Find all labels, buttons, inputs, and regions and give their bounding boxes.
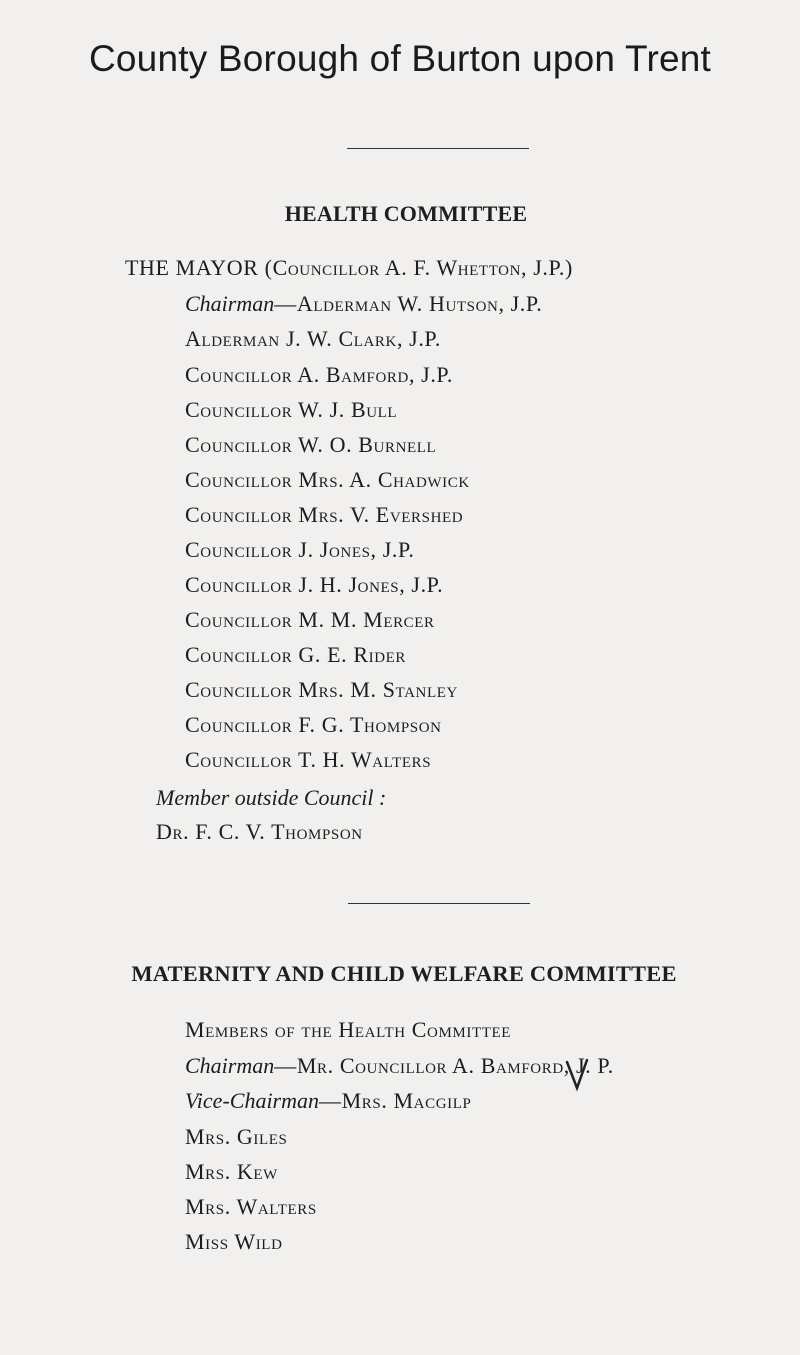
page-title: County Borough of Burton upon Trent <box>88 38 712 79</box>
maternity-chairman-line <box>185 1053 614 1079</box>
mayor-name: (Councillor A. F. Whetton, J.P.) <box>264 255 573 280</box>
member-item: Mrs. Giles <box>185 1124 288 1149</box>
vice-chairman-name: —Mrs. Macgilp <box>319 1088 472 1113</box>
member-item: Councillor Mrs. A. Chadwick <box>185 467 470 492</box>
member-item: Councillor G. E. Rider <box>185 642 407 667</box>
vice-chairman-line <box>185 1088 471 1114</box>
member-item: Councillor W. J. Bull <box>185 397 398 422</box>
member-item: Alderman J. W. Clark, J.P. <box>185 326 441 351</box>
member-item: Councillor Mrs. V. Evershed <box>185 502 464 527</box>
member-item: Councillor F. G. Thompson <box>185 712 442 737</box>
divider-rule <box>347 148 529 149</box>
maternity-committee-heading: MATERNITY AND CHILD WELFARE COMMITTEE <box>131 961 677 986</box>
member-item: Councillor J. H. Jones, J.P. <box>185 572 444 597</box>
chairman-name: —Alderman W. Hutson, J.P. <box>274 291 543 316</box>
mayor-prefix: THE MAYOR <box>125 255 259 280</box>
chairman-label: Chairman <box>185 1053 275 1078</box>
member-item: Councillor M. M. Mercer <box>185 607 435 632</box>
divider-rule <box>348 903 530 904</box>
member-item: Mrs. Walters <box>185 1194 317 1219</box>
handwritten-mark <box>563 1058 591 1092</box>
member-item: Mrs. Kew <box>185 1159 278 1184</box>
outside-member-label: Member outside Council : <box>156 785 387 810</box>
health-committee-heading: HEALTH COMMITTEE <box>284 201 528 226</box>
outside-member: Dr. F. C. V. Thompson <box>156 819 363 844</box>
member-item: Councillor W. O. Burnell <box>185 432 437 457</box>
member-item: Councillor J. Jones, J.P. <box>185 537 415 562</box>
vice-chairman-label: Vice-Chairman <box>185 1088 320 1113</box>
health-chairman-line <box>185 291 542 317</box>
chairman-label: Chairman <box>185 291 275 316</box>
chairman-name: —Mr. Councillor A. Bamford, J. P. <box>274 1053 614 1078</box>
members-of-health-committee: Members of the Health Committee <box>185 1017 511 1042</box>
mayor-line <box>125 255 573 281</box>
member-item: Councillor T. H. Walters <box>185 747 432 772</box>
member-item: Councillor A. Bamford, J.P. <box>185 362 453 387</box>
member-item: Miss Wild <box>185 1229 283 1254</box>
member-item: Councillor Mrs. M. Stanley <box>185 677 458 702</box>
